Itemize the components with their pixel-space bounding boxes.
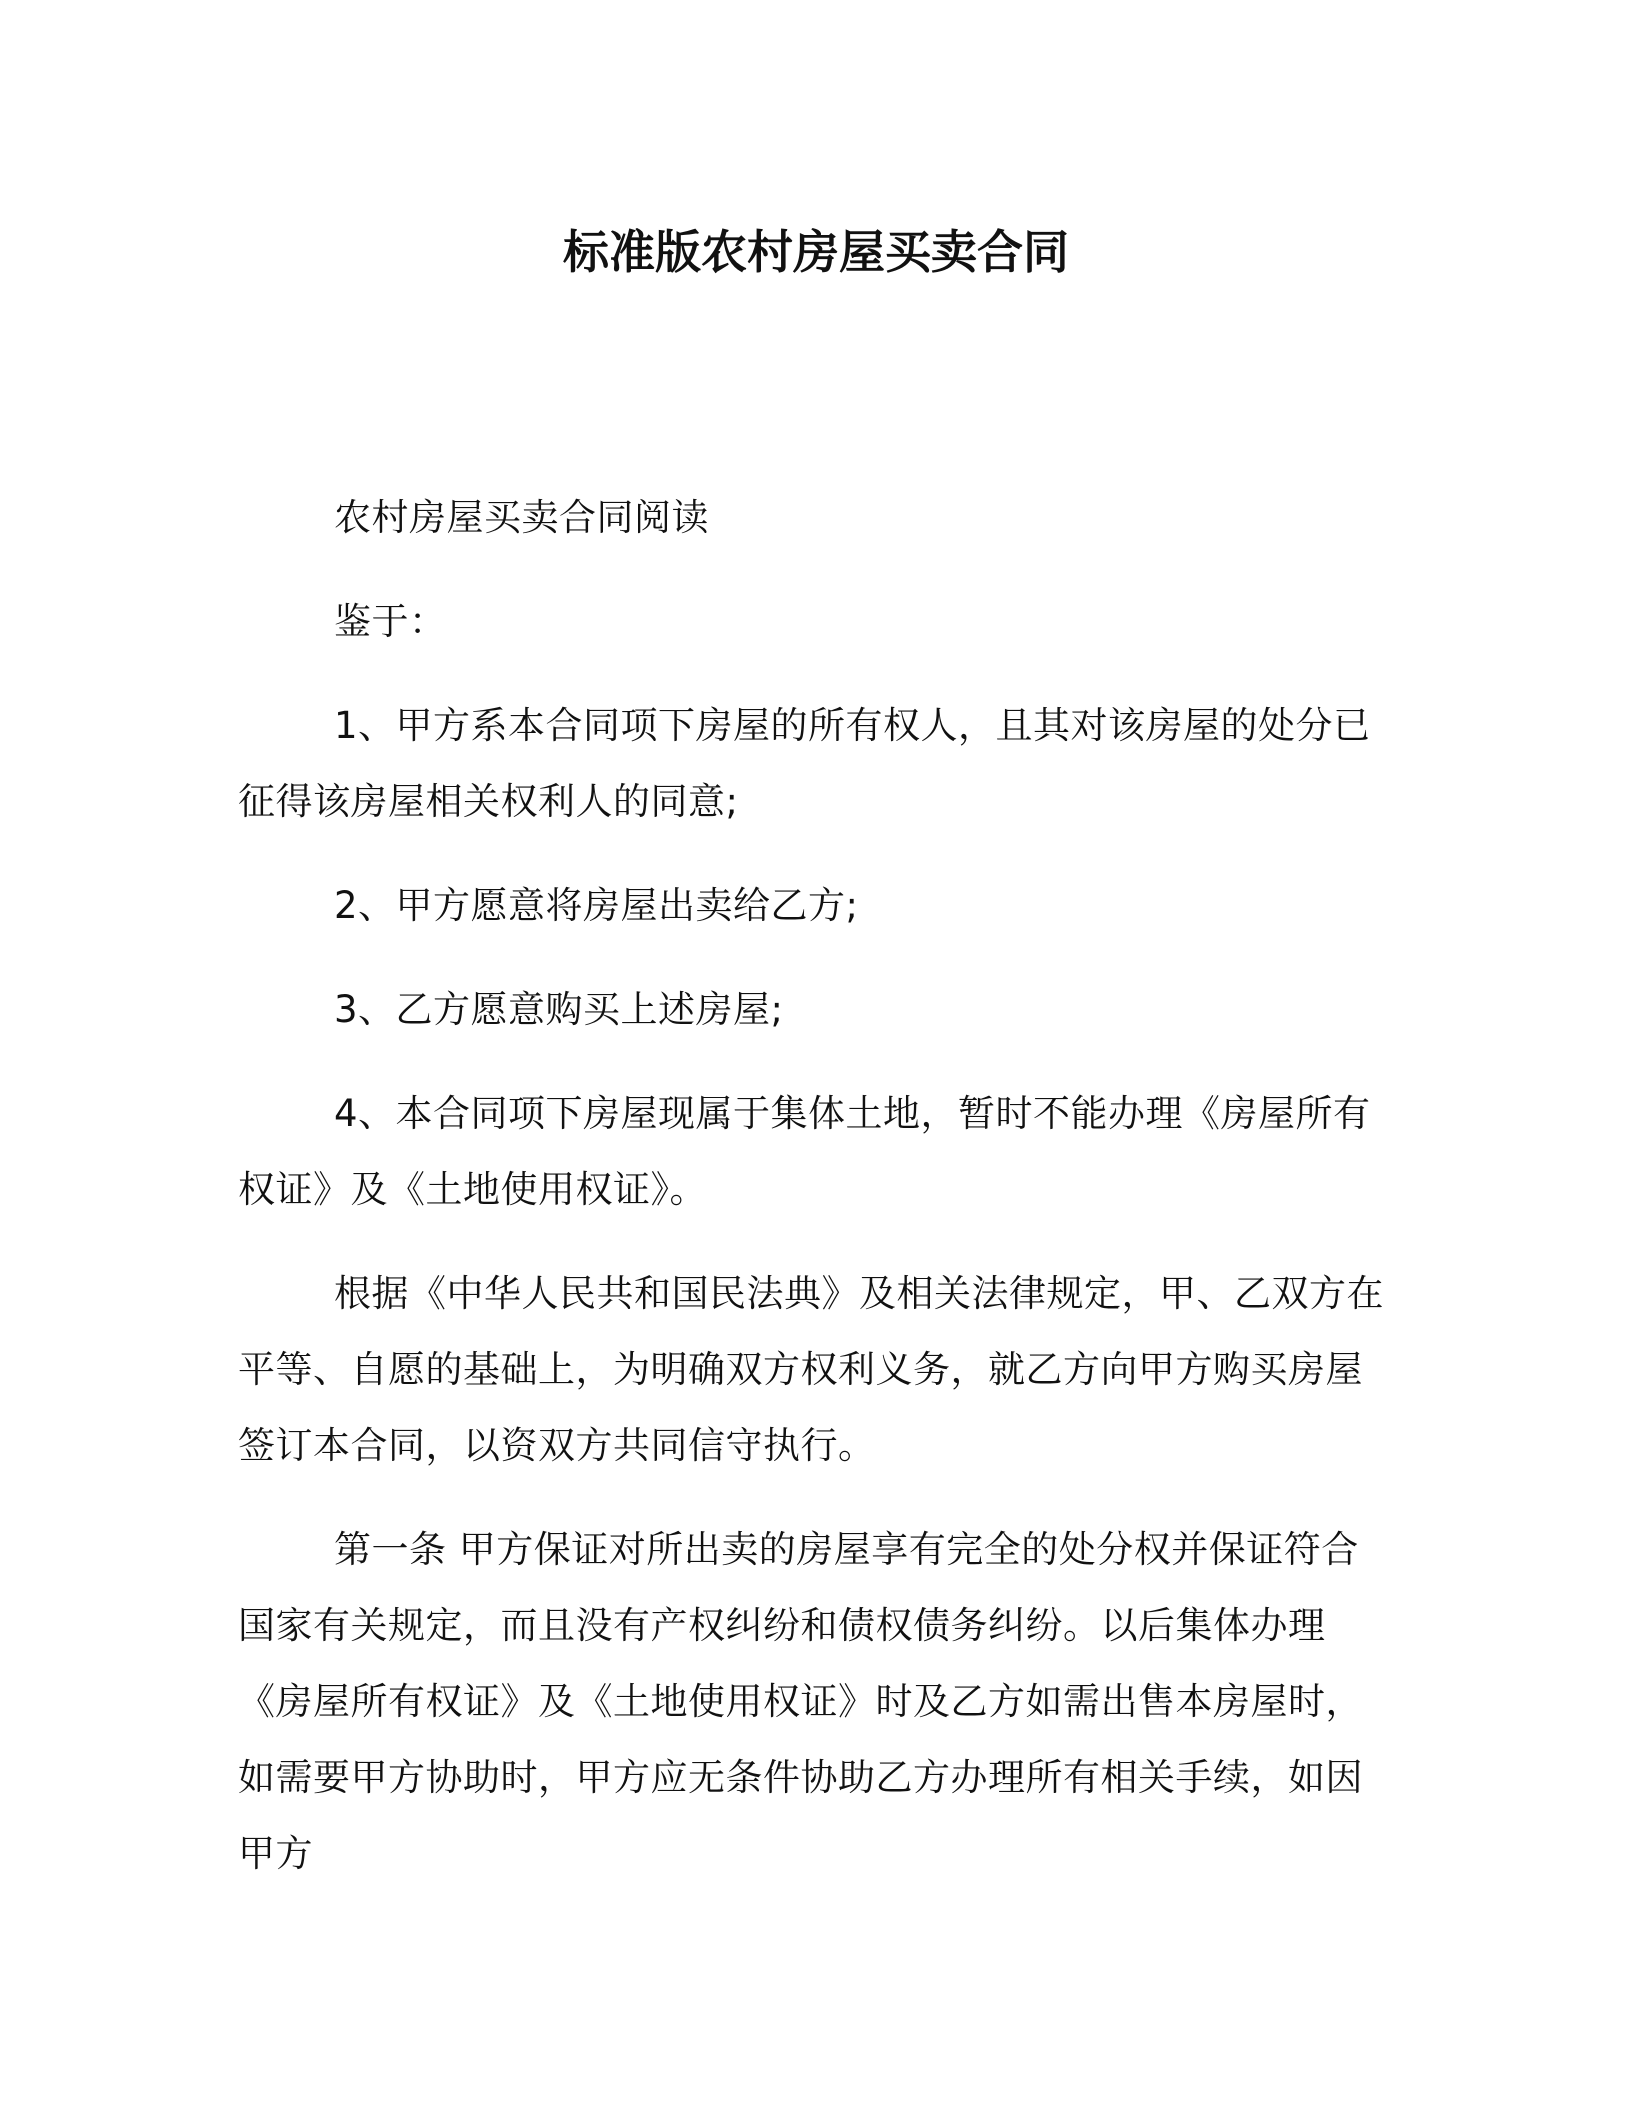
paragraph-recital-4: 4、本合同项下房屋现属于集体土地，暂时不能办理《房屋所有权证》及《土地使用权证》。 <box>238 1092 1371 1211</box>
paragraph-whereas: 鉴于： <box>334 600 447 643</box>
document-body <box>238 480 1392 1892</box>
paragraph-recital-2: 2、甲方愿意将房屋出卖给乙方; <box>334 884 859 927</box>
paragraph-reading-title: 农村房屋买卖合同阅读 <box>334 496 709 539</box>
document-title: 标准版农村房屋买卖合同 <box>563 225 1069 279</box>
paragraph-article-1: 第一条 甲方保证对所出卖的房屋享有完全的处分权并保证符合国家有关规定，而且没有产权纠纷和债权债务纠纷。以后集体办理《房屋所有权证》及《土地使用权证》时及乙方如需出售本房屋时，如需要甲方协助时，甲方应无条件协助乙方办理所有相关手续，如因甲方 <box>238 1528 1363 1875</box>
paragraph-legal-basis: 根据《中华人民共和国民法典》及相关法律规定，甲、乙双方在平等、自愿的基础上，为明确双方权利义务，就乙方向甲方购买房屋签订本合同，以资双方共同信守执行。 <box>238 1272 1384 1467</box>
paragraph-recital-1: 1、甲方系本合同项下房屋的所有权人，且其对该房屋的处分已征得该房屋相关权利人的同意; <box>238 704 1371 823</box>
paragraph-recital-3: 3、乙方愿意购买上述房屋; <box>334 988 784 1031</box>
